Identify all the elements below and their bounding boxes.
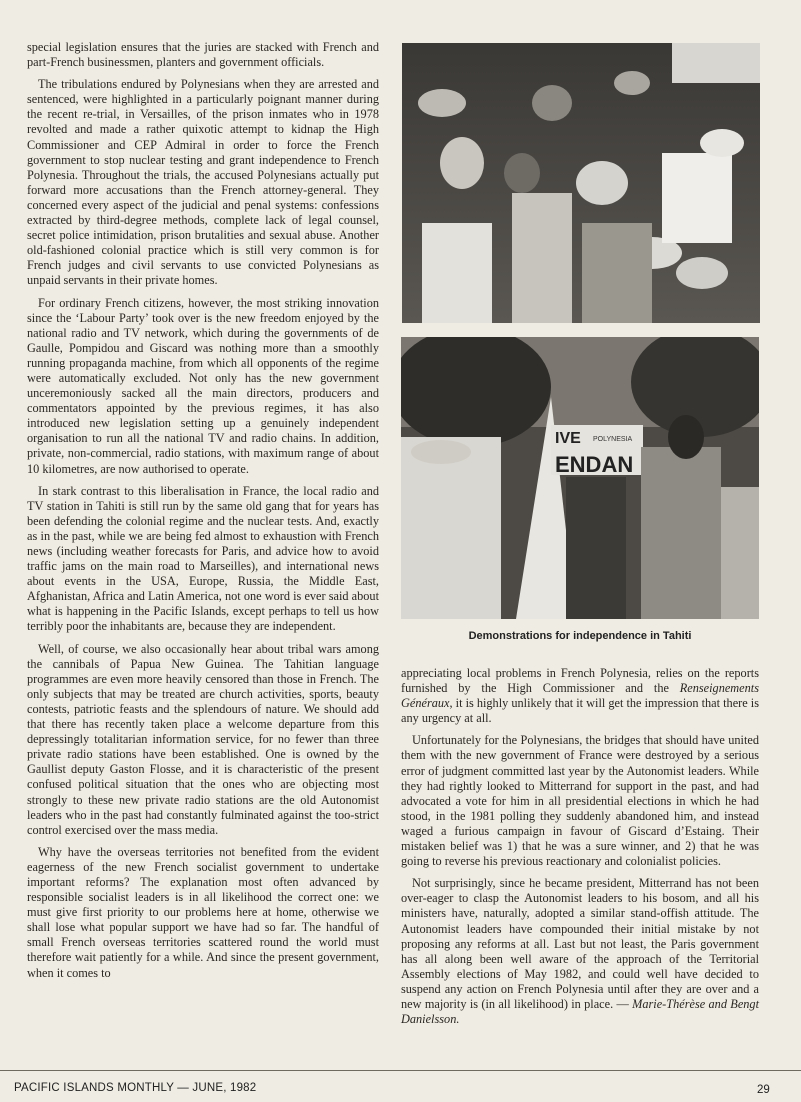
article-paragraph: For ordinary French citizens, however, the most striking innovation since the ‘Labour Party’ took over is the new freedom enjoyed by the national radio and TV network, which during the governments of de Gaulle, Pompidou and Giscard was nothing more than a smoothly running propaganda machine, from which all opponents of the regime were automatically excluded. Not only has the new government unceremoniously sacked all the main directors, producers and commentators appointed by the previous regimes, it has also introduced new legislation setting up a genuinely independent organisation to run all the national TV and radio chains. In addition, private, non-commercial, radio stations, with maximum range of about 10 kilometres, are now authorised to operate. bbox=[27, 295, 379, 476]
article-paragraph: special legislation ensures that the juries are stacked with French and part-French businessmen, planters and government officials. bbox=[27, 40, 379, 70]
demonstration-photo-image bbox=[401, 337, 759, 619]
paragraph-text: , it is highly unlikely that it will get the impression that there is any urgency at all. bbox=[401, 696, 759, 726]
article-right-column bbox=[401, 666, 759, 1034]
article-paragraph: Unfortunately for the Polynesians, the bridges that should have united them with the new government of France were destroyed by a serious error of judgment committed last year by the Autonomist leaders. While they had rightly looked to Mitterrand for support in the past, and had advocated a vote for him in all presidential elections in which he had stood, in the 1981 polling they suddenly abandoned him, and instead waged a furious campaign in favour of Giscard d’Estaing. Their mistaken belief was 1) that he was a sure winner, and 2) that he was going to reverse his previous reactionary and colonialist policies. bbox=[401, 733, 759, 869]
article-paragraph bbox=[401, 876, 759, 1027]
sign-text: IVE bbox=[555, 430, 581, 447]
article-paragraph: The tribulations endured by Polynesians when they are arrested and sentenced, were highlighted in a particularly poignant manner during the recent re-trial, in Versailles, of the prison inmates who in 1978 revolted and made a rather quixotic attempt to kidnap the High Commissioner and CEP Admiral in order to force the French government to stop nuclear testing and grant independence to French Polynesia. Throughout the trials, the accused Polynesians actually put forward more accusations than the French attorney-general. They concerned every aspect of the judicial and penal systems: confessions extracted by third-degree methods, complete lack of legal counsel, secret police intimidation, prison brutalities and sexual abuse. Another old-fashioned colonial practice which is still very common is for French judges and civil servants to use convicted Polynesians as unpaid servants in their private homes. bbox=[27, 77, 379, 288]
crowd-photo-image bbox=[402, 43, 760, 323]
article-left-column bbox=[27, 40, 379, 988]
page-number: 29 bbox=[757, 1084, 770, 1096]
photo-caption: Demonstrations for independence in Tahiti bbox=[468, 630, 692, 642]
demonstration-photo bbox=[401, 337, 759, 619]
paragraph-text: appreciating local problems in French Polynesia, relies on the reports furnished by the High Commissioner and the bbox=[401, 666, 759, 696]
publication-footer: PACIFIC ISLANDS MONTHLY — JUNE, 1982 bbox=[14, 1082, 257, 1094]
italic-term: Renseignements Généraux bbox=[401, 681, 759, 711]
article-paragraph: Well, of course, we also occasionally hear about tribal wars among the cannibals of Papua New Guinea. The Tahitian language programmes are even more heavily censored than those in French. The only subjects that may be treated are church activities, sports, beauty contests, patriotic feasts and the splendours of nature. We should add that there has recently taken place a welcome departure from this depressingly totalitarian information service, for no fewer than three private radio stations have been established. One is owned by the Gaullist deputy Gaston Flosse, and it is characteristic of the present confused political situation that the ones who are objecting most strongly to these new private radio stations are the old Autonomist leaders who in the past had constantly fulminated against the too-strict control exercised over the mass media. bbox=[27, 641, 379, 837]
footer-divider bbox=[0, 1070, 801, 1071]
crowd-photo bbox=[402, 43, 760, 323]
author-byline: Marie-Thérèse and Bengt Danielsson. bbox=[401, 996, 759, 1027]
sign-text-lower: ENDAN bbox=[555, 452, 634, 477]
article-paragraph: Why have the overseas territories not benefited from the evident eagerness of the new French socialist government to undertake important reforms? The explanation most often advanced by responsible socialist leaders is in all likelihood the correct one: we must give first priority to our problems here at home, otherwise we shall lose what popular support we have had so far. The handful of small French overseas territories scattered round the world must therefore wait patiently for a while. And since the present government, when it comes to bbox=[27, 844, 379, 980]
article-paragraph: In stark contrast to this liberalisation in France, the local radio and TV station in Tahiti is still run by the same old gang that for years has been defending the colonial regime and the nuclear tests. And, exactly as in the past, while we are being fed almost to exhaustion with French news (including weather forecasts for Paris, and advice how to avoid traffic jams on the main road to Marseilles), and international news about events in the USA, Europe, Russia, the Middle East, Afghanistan, Africa and Latin America, not one word is ever said about what is happening in the Pacific Islands, except perhaps to tell us how terribly poor the inhabitants are, because they are independent. bbox=[27, 483, 379, 634]
sign-text-small: POLYNESIA bbox=[593, 436, 633, 443]
paragraph-text: Not surprisingly, since he became president, Mitterrand has not been over-eager to clasp the Autonomist leaders to his bosom, and all his ministers have, naturally, adopted a similar stand-offish attitude. The Autonomist leaders have compounded their initial mistake by not proposing any reforms at all. Last but not least, the Paris government has all along been well aware of the approach of the Territorial Assembly elections of May 1982, and could well have decided to suspend any action on French Polynesia until after they are over and a new majority is (in all likelihood) in place. — bbox=[401, 876, 759, 1011]
article-paragraph bbox=[401, 666, 759, 726]
